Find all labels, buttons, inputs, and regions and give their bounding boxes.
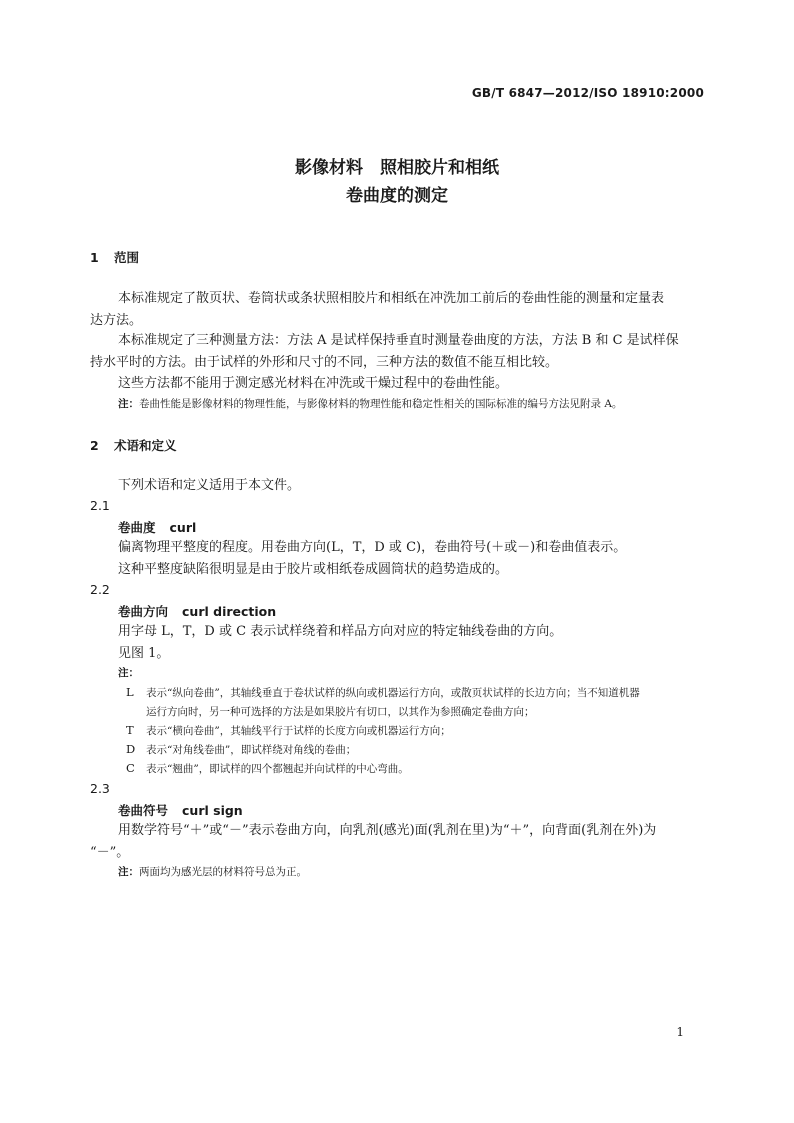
- paragraph-scope-2-cont: [90, 352, 704, 374]
- section-1-heading: [90, 248, 139, 266]
- note-curl-direction: [118, 664, 718, 682]
- list-item-T: [126, 721, 706, 741]
- term-cn: 卷曲符号: [118, 803, 169, 818]
- title-line-1: 影像材料 照相胶片和相纸: [295, 158, 499, 178]
- list-key: C: [126, 761, 135, 775]
- text-line: 达方法。: [90, 313, 143, 328]
- paragraph-scope-2: [90, 330, 704, 352]
- title-line-2: 卷曲度的测定: [346, 186, 448, 206]
- section-title: 范围: [114, 250, 140, 265]
- paragraph-scope-1: [90, 288, 704, 310]
- term-curl-direction: [118, 602, 276, 620]
- list-key: L: [126, 685, 134, 699]
- note-text: 卷曲性能是影像材料的物理性能，与影像材料的物理性能和稳定性相关的国际标准的编号方法见附录 A。: [139, 398, 623, 410]
- note-scope: [118, 395, 718, 413]
- definition-curl-sign-cont: [90, 842, 704, 864]
- standard-code: GB/T 6847—2012/ISO 18910:2000: [471, 86, 704, 100]
- list-text: 表示“横向卷曲”，其轴线平行于试样的长度方向或机器运行方向；: [146, 725, 451, 737]
- term-en: curl: [169, 520, 197, 535]
- term-number-2-3: 2.3: [90, 781, 110, 796]
- term-number-2-2: 2.2: [90, 582, 110, 597]
- paragraph-scope-3: [90, 373, 704, 395]
- text-line: 偏离物理平整度的程度。用卷曲方向(L，T，D 或 C)，卷曲符号(＋或－)和卷曲值表示。: [118, 540, 627, 555]
- note-label: 注：: [118, 398, 139, 410]
- list-text: 表示“对角线卷曲”，即试样绕对角线的卷曲；: [146, 744, 357, 756]
- term-curl: [118, 518, 196, 536]
- term-en: curl direction: [182, 604, 277, 619]
- list-text-cont: 运行方向时，另一种可选择的方法是如果胶片有切口，以其作为参照确定卷曲方向；: [146, 706, 535, 718]
- definition-curl-direction: [118, 621, 708, 665]
- term-en: curl sign: [182, 803, 243, 818]
- section-number: 2: [90, 438, 99, 453]
- list-item-L: [126, 683, 706, 722]
- term-number-2-1: 2.1: [90, 498, 110, 513]
- paragraph-terms-intro: [90, 475, 704, 497]
- text-line: 这种平整度缺陷很明显是由于胶片或相纸卷成圆筒状的趋势造成的。: [118, 562, 509, 577]
- text-line: 用数学符号“＋”或“－”表示卷曲方向，向乳剂(感光)面(乳剂在里)为“＋”，向背面(乳剂在外)为: [118, 823, 657, 838]
- text-line: “－”。: [90, 845, 130, 860]
- term-curl-sign: [118, 801, 243, 819]
- list-text: 表示“纵向卷曲”，其轴线垂直于卷状试样的纵向或机器运行方向，或散页状试样的长边方向；当不知道机器: [146, 687, 640, 699]
- section-number: 1: [90, 250, 99, 265]
- section-title: 术语和定义: [114, 438, 177, 453]
- list-text: 表示“翘曲”，即试样的四个都翘起并向试样的中心弯曲。: [146, 763, 409, 775]
- text-line: 这些方法都不能用于测定感光材料在冲洗或干燥过程中的卷曲性能。: [118, 376, 509, 391]
- definition-curl-sign: [118, 820, 708, 842]
- list-item-D: [126, 740, 706, 760]
- section-2-heading: [90, 436, 177, 454]
- note-curl-sign: [118, 863, 718, 881]
- note-label: 注：: [118, 667, 139, 679]
- list-item-C: [126, 759, 706, 779]
- text-line: 本标准规定了散页状、卷筒状或条状照相胶片和相纸在冲洗加工前后的卷曲性能的测量和定量表: [118, 291, 665, 306]
- definition-curl: [118, 537, 708, 581]
- list-key: T: [126, 723, 134, 737]
- paragraph-scope-1-cont: [90, 310, 704, 332]
- text-line: 下列术语和定义适用于本文件。: [118, 478, 301, 493]
- list-key: D: [126, 742, 136, 756]
- term-cn: 卷曲度: [118, 520, 156, 535]
- text-line: 见图 1。: [118, 646, 170, 661]
- text-line: 持水平时的方法。由于试样的外形和尺寸的不同，三种方法的数值不能互相比较。: [90, 355, 559, 370]
- page-number: 1: [676, 1025, 684, 1039]
- term-cn: 卷曲方向: [118, 604, 169, 619]
- note-label: 注：: [118, 866, 139, 878]
- text-line: 本标准规定了三种测量方法：方法 A 是试样保持垂直时测量卷曲度的方法，方法 B 和 C 是试样保: [118, 333, 679, 348]
- note-text: 两面均为感光层的材料符号总为正。: [139, 866, 307, 878]
- text-line: 用字母 L，T，D 或 C 表示试样绕着和样品方向对应的特定轴线卷曲的方向。: [118, 624, 563, 639]
